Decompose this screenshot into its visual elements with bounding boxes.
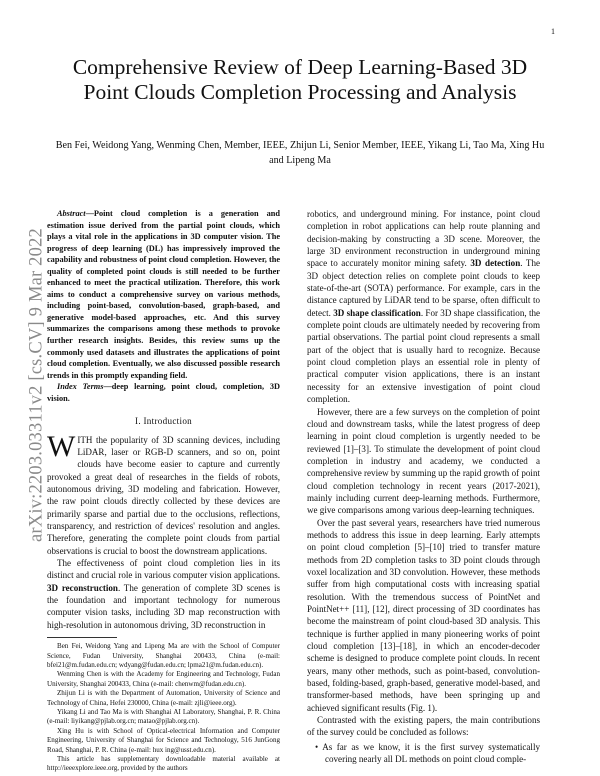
drop-cap: W bbox=[47, 429, 76, 463]
intro-paragraph-2 bbox=[47, 557, 280, 631]
abstract-label: Abstract bbox=[57, 209, 86, 218]
author-list: Ben Fei, Weidong Yang, Wenming Chen, Member, IEEE, Zhijun Li, Senior Member, IEEE, Yikang Li, Tao Ma, Xing Hu and Lipeng Ma bbox=[55, 140, 545, 166]
index-terms-text: —deep learning, point cloud, completion, 3D vision. bbox=[47, 382, 280, 403]
footnote: Zhijun Li is with the Department of Automation, University of Science and Technology of China, Hefei 230000, China (e-mail: zjli@ieee.org). bbox=[47, 689, 280, 707]
right-paragraph-2: However, there are a few surveys on the completion of point cloud and downstream tasks, while the latest progress of deep learning in point cloud completion is urgently needed to be reviewed [1]–[3]. To stimulate the development of point cloud completion in industry and academy, we conducted a comprehensive review by summing up the rapid growth of point cloud completion technology in recent years (2017-2021), mainly including current deep-learning methods. Furthermore, we give comparisons among various deep-learning techniques. bbox=[307, 406, 540, 516]
footnote: Ben Fei, Weidong Yang and Lipeng Ma are with the School of Computer Science, Fudan University, Shanghai 200433, China (e-mail: bfei21@m.fudan.edu.cn; wdyang@fudan.edu.cn; lpma21@m.fudan.edu.cn). bbox=[47, 642, 280, 669]
intro-p2-bold: 3D reconstruction bbox=[47, 582, 118, 593]
page-number: 1 bbox=[551, 27, 555, 36]
right-p1-text: robotics, and underground mining. For instance, point cloud completion in robot applications can help route planning and decision-making by constructing a 3D scene. Moreover, the large 3D environment reconstruction in underground mining space to accurately monitor mining safety. bbox=[307, 209, 540, 269]
right-p1-text: . The 3D object detection relies on complete point clouds to keep state-of-the-art (SOTA) performance. For example, cars in the distance captured by LiDAR tend to be sparse, often difficult to detect. bbox=[307, 258, 540, 318]
index-terms-label: Index Terms bbox=[57, 382, 104, 392]
footnote: Xing Hu is with School of Optical-electrical Information and Computer Engineering, University of Shanghai for Science and Technology, 516 JunGong Road, Shanghai, P. R. China (e-mail: hux ing@usst.edu.cn). bbox=[47, 726, 280, 754]
section-heading: I. Introduction bbox=[134, 416, 193, 427]
footnote: Wenming Chen is with the Academy for Engineering and Technology, Fudan University, Shanghai 200433, China (e-mail: chenwm@fudan.edu.cn). bbox=[47, 670, 280, 688]
arxiv-id: arXiv:2203.03311v2 [cs.CV] 9 Mar 2022 bbox=[26, 228, 47, 542]
footnote-rule bbox=[47, 637, 117, 638]
abstract bbox=[47, 208, 280, 381]
right-paragraph-1 bbox=[307, 208, 540, 406]
footnote: This article has supplementary downloadable material available at http://ieeexplore.ieee.org, provided by the authors bbox=[47, 755, 280, 773]
abstract-text: —Point cloud completion is a generation and estimation issue derived from the partial point clouds, which plays a vital role in the applications in 3D computer vision. The progress of deep learning (DL) has impressively improved the capability and robustness of point cloud completion. However, the quality of completed point clouds is still needed to be further enhanced to meet the practical utilization. Therefore, this work aims to conduct a comprehensive survey on various methods, including point-based, convolution-based, graph-based, and generative model-based approaches, etc. And this survey summarizes the comparisons among these methods to provoke further research insights. Besides, this review sums up the commonly used datasets and illustrates the applications of point cloud completion. Eventually, we also discussed possible research trends in this promptly expanding field. bbox=[47, 209, 280, 380]
index-terms bbox=[47, 381, 280, 404]
intro-paragraph-1 bbox=[47, 429, 280, 557]
intro-p2-text: The effectiveness of point cloud completion lies in its distinct and crucial role in various computer vision applications. bbox=[47, 558, 280, 581]
paper-title: Comprehensive Review of Deep Learning-Based 3D Point Clouds Completion Processing and Analysis bbox=[72, 55, 528, 104]
contribution-bullet: • As far as we know, it is the first survey systematically covering nearly all DL methods on point cloud comple- bbox=[315, 741, 540, 765]
right-paragraph-4: Contrasted with the existing papers, the main contributions of the survey could be concluded as follows: bbox=[307, 715, 540, 738]
right-column bbox=[307, 208, 540, 765]
right-paragraph-3: Over the past several years, researchers have tried numerous methods to address this issue in deep learning. Early attempts on point cloud completion [5]–[10] tried to transfer mature methods from 2D completion tasks to 3D point clouds through voxel localization and 3D convolution. However, these methods suffer from high computational costs with increasing spatial resolution. With the tremendous success of PointNet and PointNet++ [11], [12], direct processing of 3D coordinates has become the mainstream of point cloud-based 3D analysis. This technique is further applied in many pioneering works of point cloud completion [13]–[18], in which an encoder-decoder scheme is designed to produce complete point clouds. In recent years, many other methods, such as point-based, convolution-based, folding-based, graph-based, generative model-based, and transformer-based methods, have been springing up and achieved significant results (Fig. 1). bbox=[307, 517, 540, 713]
right-p1-bold-classification: 3D shape classification bbox=[333, 307, 421, 318]
right-p1-text: . For 3D shape classification, the complete point clouds are ultimately needed by recovering from partial observations. The partial point cloud represents a small part of the object that is usually hard to recognize. Because point cloud completion plays an essential role in plenty of practical computer vision applications, there is an instant necessity for an extensive investigation of point cloud completion. bbox=[307, 307, 541, 405]
left-column bbox=[47, 208, 280, 774]
intro-p1-text: ITH the popularity of 3D scanning devices, including LiDAR, laser or RGB-D scanners, and so on, point clouds have become easier to capture and currently provoked a great deal of researches in the fields of robots, autonomous driving, 3D modeling and fabrication. However, the raw point clouds directly collected by these devices are primarily sparse and partial due to the occlusions, reflections, transparency, and restriction of devices' resolution and angles. Therefore, generating the complete point clouds from partial observations is crucial to boost the downstream applications. bbox=[47, 434, 280, 556]
right-p1-bold-detection: 3D detection bbox=[470, 258, 521, 269]
intro-p2-rest: . The generation of complete 3D scenes is the foundation and important technology for numerous computer vision tasks, including 3D map reconstruction with high-resolution in autonomous driving, 3D reconstruction in bbox=[47, 582, 280, 630]
footnote: Yikang Li and Tao Ma is with Shanghai AI Laboratory, Shanghai, P. R. China (e-mail: liyikang@pjlab.org.cn; matao@pjlab.org.cn). bbox=[47, 707, 280, 726]
